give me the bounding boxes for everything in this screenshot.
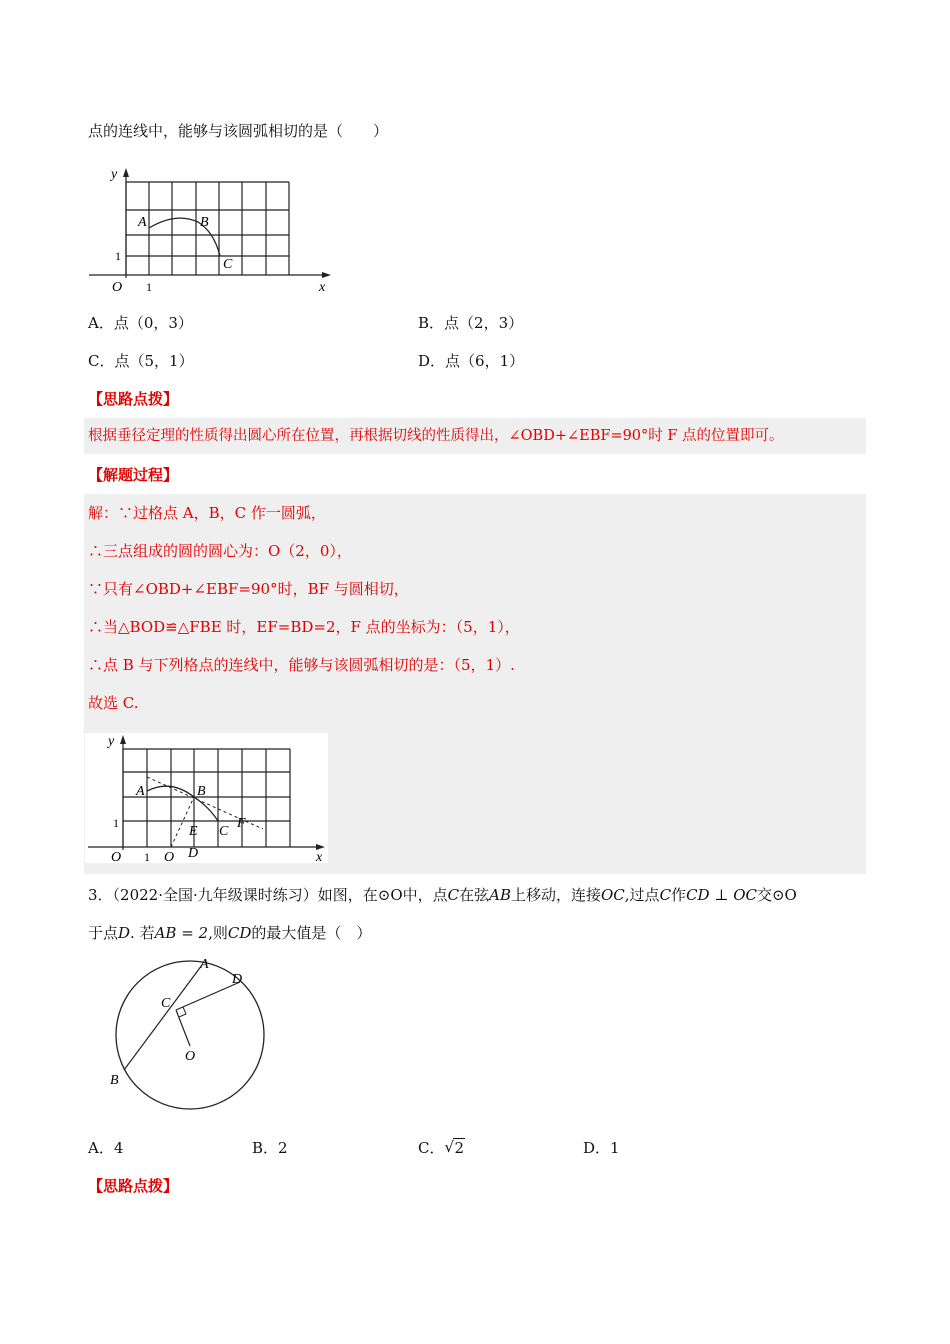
x-tick-label: 1: [146, 280, 152, 294]
y-tick-label-2: 1: [113, 816, 119, 830]
y-tick-label: 1: [115, 249, 121, 263]
point-b-label-2: B: [197, 784, 206, 799]
option-a[interactable]: A．点（0，3）: [88, 314, 193, 332]
origin-label: O: [112, 280, 123, 295]
x-tick-label-2: 1: [144, 850, 150, 864]
q3-option-d[interactable]: D．1: [583, 1139, 620, 1157]
q3-hint-heading: 【思路点拨】: [88, 1177, 179, 1195]
y-axis-label: y: [111, 167, 118, 182]
circle-figure: [104, 953, 279, 1093]
question-3-line-1: 3．（2022·全国·九年级课时练习）如图，在⊙O中，点C在弦AB上移动，连接OC,过点C作CD ⊥ OC交⊙O: [88, 886, 797, 904]
point-b-label: B: [200, 215, 209, 230]
option-b[interactable]: B．点（2，3）: [418, 314, 524, 332]
solution-heading: 【解题过程】: [88, 466, 179, 484]
grid-arc-figure: [86, 160, 336, 295]
q3-option-c[interactable]: C．√ 2: [418, 1138, 465, 1158]
circle-point-a: A: [200, 957, 209, 972]
x-axis-label: x: [319, 280, 326, 295]
point-a-label: A: [138, 215, 147, 230]
circle-point-c: C: [161, 996, 171, 1011]
question-3-line-2: 于点D. 若AB = 2,则CD的最大值是（ ）: [88, 924, 372, 942]
point-d-label-2: D: [188, 846, 199, 861]
q3-option-a[interactable]: A．4: [88, 1139, 124, 1157]
center-label-2: O: [164, 850, 175, 865]
point-a-label-2: A: [136, 784, 145, 799]
point-e-label-2: E: [189, 824, 198, 839]
point-f-label-2: F: [237, 816, 246, 831]
solution-line-2: ∴三点组成的圆的圆心为：O（2，0），: [88, 542, 352, 560]
circle-point-b: B: [110, 1073, 119, 1088]
solution-grid-figure: [85, 733, 328, 863]
solution-line-1: 解：∵过格点 A，B，C 作一圆弧，: [88, 504, 326, 522]
question-stem-tail: 点的连线中，能够与该圆弧相切的是（ ）: [88, 122, 389, 140]
point-c-label-2: C: [219, 824, 229, 839]
q3-option-b[interactable]: B．2: [252, 1139, 288, 1157]
solution-line-6: 故选 C.: [88, 694, 139, 712]
circle-point-d: D: [232, 972, 243, 987]
option-d[interactable]: D．点（6，1）: [418, 352, 525, 370]
solution-line-3: ∵只有∠OBD+∠EBF=90°时，BF 与圆相切，: [88, 580, 409, 598]
circle-center-o: O: [185, 1049, 196, 1064]
origin-label-2: O: [111, 850, 122, 865]
solution-line-4: ∴当△BOD≌△FBE 时，EF=BD=2，F 点的坐标为：（5，1），: [88, 618, 520, 636]
x-axis-label-2: x: [316, 850, 323, 865]
hint-text: 根据垂径定理的性质得出圆心所在位置，再根据切线的性质得出，∠OBD+∠EBF=90°时 F 点的位置即可。: [88, 428, 784, 444]
solution-line-5: ∴点 B 与下列格点的连线中，能够与该圆弧相切的是：（5，1）.: [88, 656, 515, 674]
sqrt-symbol: √ 2: [444, 1138, 465, 1158]
y-axis-label-2: y: [108, 734, 115, 749]
option-c[interactable]: C．点（5，1）: [88, 352, 194, 370]
hint-heading: 【思路点拨】: [88, 390, 179, 408]
point-c-label: C: [223, 257, 233, 272]
